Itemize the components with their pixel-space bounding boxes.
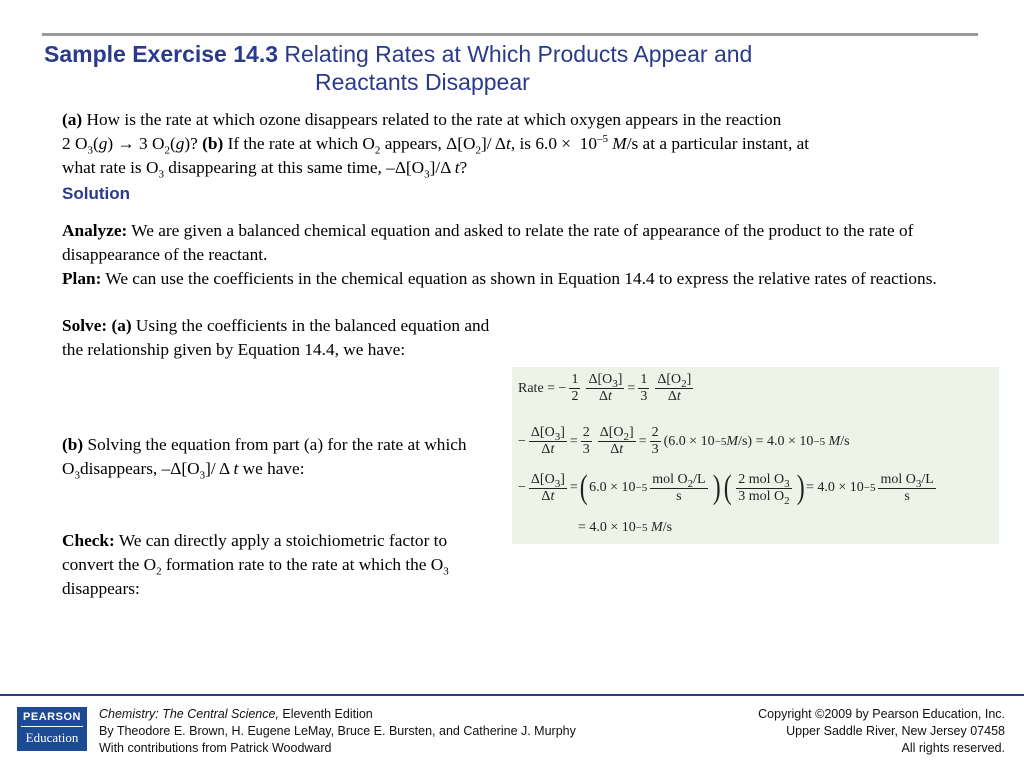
footer-book-info: Chemistry: The Central Science, Eleventh Edition By Theodore E. Brown, H. Eugene LeMay, Bruce E. Bursten, and Catherine J. Murphy With contributions from Patrick Woodward xyxy=(99,707,576,755)
solution-heading: Solution xyxy=(62,184,130,203)
check-paragraph: Check: We can directly apply a stoichiometric factor to convert the $O_2$ formation rate to the rate at which the $O_3$ disappears: xyxy=(62,531,449,598)
analyze-paragraph: Analyze: We are given a balanced chemical equation and asked to relate the rate of appearance of the product to the rate of disappearance of the reactant. xyxy=(62,221,914,264)
equation-part-b: − $\frac{\Delta[O_3]}{\Delta t}$ = $\frac{2}{3}$ $\frac{\Delta[O_2]}{\Delta t}$ = $\frac{2}{3}$ (6.0 × 10 −5 M /s) = 4.0 × 10 −5 M /s xyxy=(518,425,850,457)
part-b-paragraph: (b) Solving the equation from part (a) for the rate at which $O_3disappears$, $-\Delta[O_3]/$ Δ t we have: xyxy=(62,435,467,482)
footer-copyright: Copyright ©2009 by Pearson Education, Inc. Upper Saddle River, New Jersey 07458 All rights reserved. xyxy=(758,707,1005,755)
top-rule xyxy=(42,33,978,36)
solve-paragraph: Solve: (a) Using the coefficients in the balanced equation and the relationship given by Equation 14.4, we have: xyxy=(62,316,490,359)
question-text: (a) How is the rate at which ozone disappears related to the rate at which oxygen appears in the reaction 2 $O_3(g) \to 3$ $O_2(g)$? (b) If the rate at which $O_2$ appears, $\Delta[O_2]/$ Δt, is $6.0 \times 10^{-5}$ M/s at a particular instant, at what rate is $O_3$ disappearing at this same time, $-\Delta[O_3]/\Delta$ t? xyxy=(62,110,810,181)
equation-rate: Rate = − $\frac{1}{2}$ $\frac{\Delta[O_3]}{\Delta t}$ = $\frac{1}{3}$ $\frac{\Delta[O_2]}{\Delta t}$ xyxy=(518,372,692,404)
pearson-logo: PEARSON Education xyxy=(17,707,87,751)
exercise-number: Sample Exercise 14.3 xyxy=(44,41,278,67)
equation-panel xyxy=(512,367,999,544)
equation-check: − $\frac{\Delta[O_3]}{\Delta t}$ = ( 6.0 × 10 −5 $\frac{mol O_2/L}{s}$ ) ( $\frac{2 mol O_3}{3 mol O_2}$ ) = 4.0 × 10 −5 $\frac{mol O_3/L}{s}$ xyxy=(518,469,934,507)
slide-title xyxy=(44,40,944,96)
title-line-1: Relating Rates at Which Products Appear and xyxy=(284,41,753,67)
equation-result: = 4.0 × 10 −5 M /s xyxy=(578,520,673,535)
plan-paragraph: Plan: We can use the coefficients in the chemical equation as shown in Equation 14.4 to express the relative rates of reactions. xyxy=(62,269,937,288)
footer-rule xyxy=(0,694,1024,696)
title-line-2: Reactants Disappear xyxy=(315,69,530,95)
